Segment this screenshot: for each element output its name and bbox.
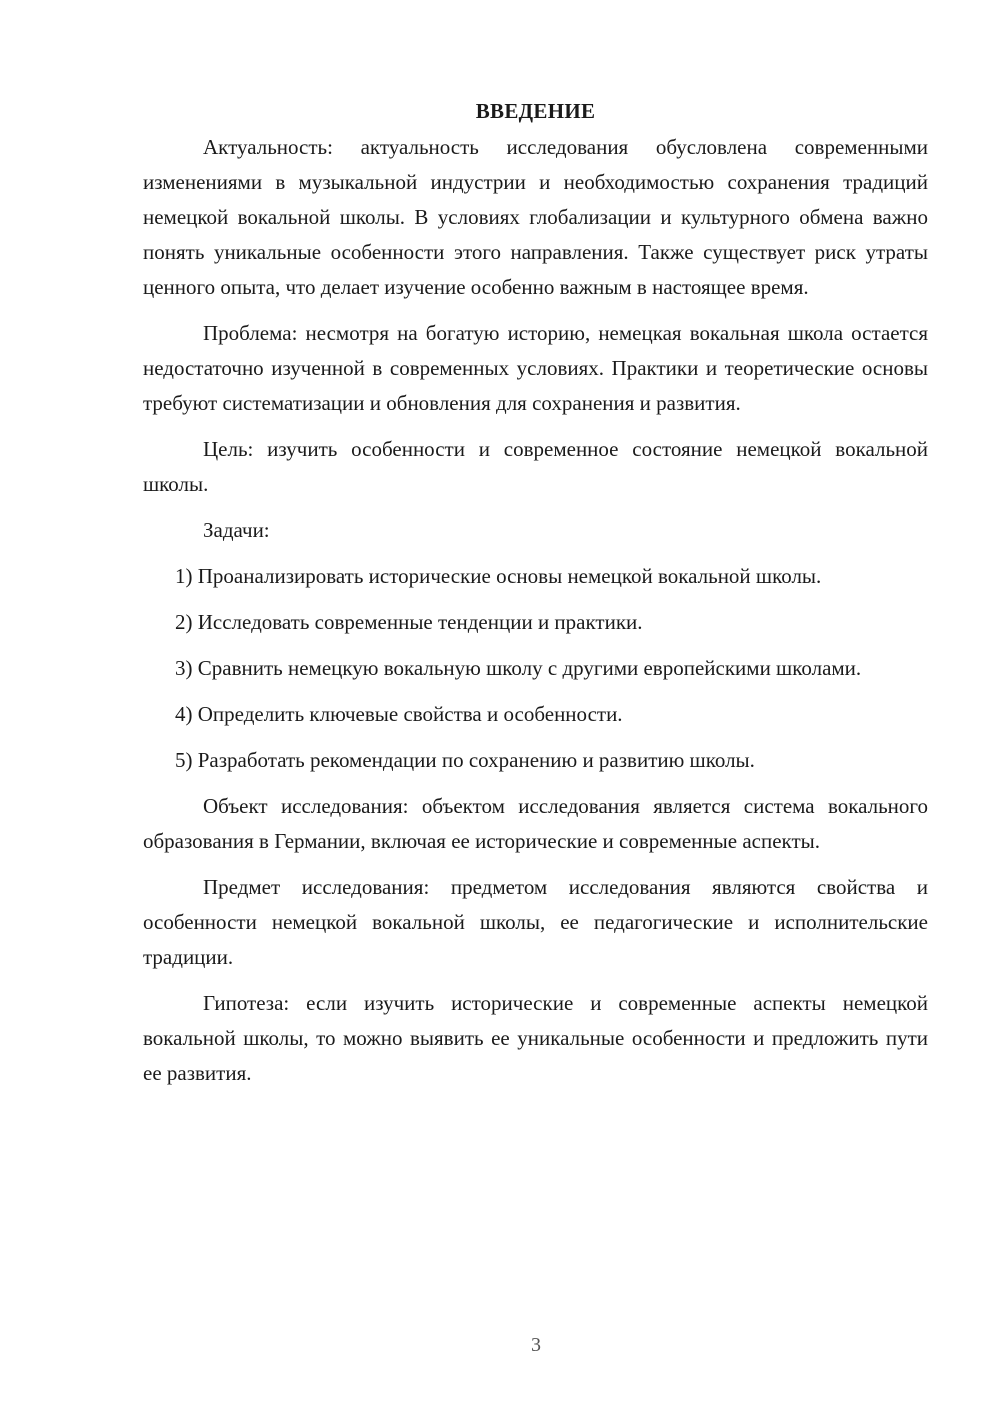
paragraph-hypothesis: Гипотеза: если изучить исторические и современные аспекты немецкой вокальной школы, то можно выявить ее уникальные особенности и предложить пути ее развития. <box>143 991 928 1085</box>
task-item-5: 5) Разработать рекомендации по сохранению и развитию школы. <box>175 748 755 772</box>
task-item-3: 3) Сравнить немецкую вокальную школу с другими европейскими школами. <box>175 656 862 680</box>
task-item-4: 4) Определить ключевые свойства и особенности. <box>175 702 623 726</box>
paragraph-goal: Цель: изучить особенности и современное состояние немецкой вокальной школы. <box>143 437 928 496</box>
paragraph-tasks-heading: Задачи: <box>203 518 270 542</box>
page-title: ВВЕДЕНИЕ <box>475 99 596 123</box>
paragraph-relevance: Актуальность: актуальность исследования обусловлена современными изменениями в музыкальной индустрии и необходимостью сохранения традиций немецкой вокальной школы. В условиях глобализации и культурного обмена важно понять уникальные особенности этого направления. Также существует риск утраты ценного опыта, что делает изучение особенно важным в настоящее время. <box>143 135 928 299</box>
document-page <box>143 96 928 1102</box>
task-item-2: 2) Исследовать современные тенденции и практики. <box>175 610 643 634</box>
paragraph-subject: Предмет исследования: предметом исследования являются свойства и особенности немецкой вокальной школы, ее педагогические и исполнительские традиции. <box>143 875 928 969</box>
paragraph-problem: Проблема: несмотря на богатую историю, немецкая вокальная школа остается недостаточно изученной в современных условиях. Практики и теоретические основы требуют систематизации и обновления для сохранения и развития. <box>143 321 928 415</box>
page-number: 3 <box>531 1334 541 1356</box>
task-item-1: 1) Проанализировать исторические основы немецкой вокальной школы. <box>175 564 822 588</box>
paragraph-object: Объект исследования: объектом исследования является система вокального образования в Германии, включая ее исторические и современные аспекты. <box>143 794 928 853</box>
